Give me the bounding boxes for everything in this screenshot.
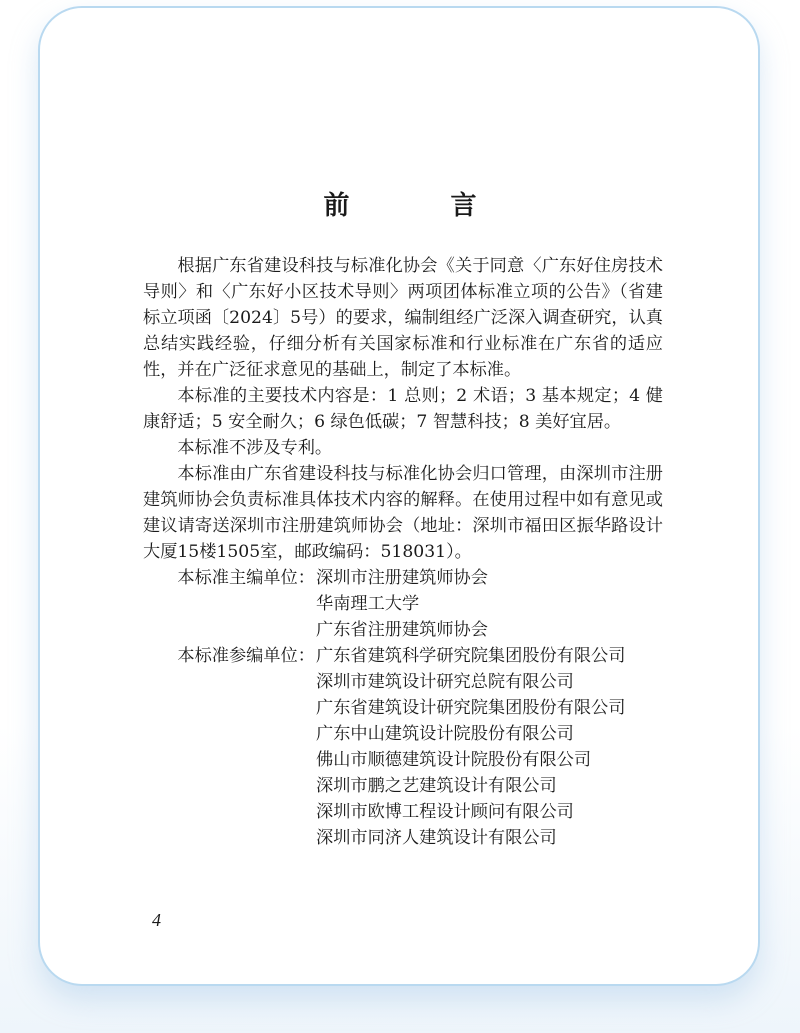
paragraph-contents: 本标准的主要技术内容是：1 总则；2 术语；3 基本规定；4 健康舒适；5 安全耐久；6 绿色低碳；7 智慧科技；8 美好宜居。 [143, 386, 663, 432]
paragraph-patent: 本标准不涉及专利。 [177, 438, 333, 458]
participating-units-list [316, 643, 625, 851]
chief-units [143, 565, 663, 643]
page-number: 4 [152, 910, 161, 930]
paragraph-basis: 根据广东省建设科技与标准化协会《关于同意〈广东好住房技术导则〉和〈广东好小区技术导则〉两项团体标准立项的公告》（省建标立项函〔2024〕5号）的要求，编制组经广泛深入调查研究，认真总结实践经验，仔细分析有关国家标准和行业标准在广东省的适应性，并在广泛征求意见的基础上，制定了本标准。 [143, 256, 663, 380]
participating-units [143, 643, 663, 851]
participating-unit-item: 广东省建筑科学研究院集团股份有限公司 [316, 646, 626, 666]
chief-unit-item: 广东省注册建筑师协会 [316, 620, 488, 640]
chief-unit-item: 深圳市注册建筑师协会 [316, 568, 488, 588]
participating-unit-item: 深圳市鹏之艺建筑设计有限公司 [316, 776, 557, 796]
participating-unit-item: 深圳市建筑设计研究总院有限公司 [316, 672, 574, 692]
participating-units-label: 本标准参编单位： [177, 646, 315, 666]
page-title: 前 言 [323, 191, 523, 221]
participating-unit-item: 深圳市同济人建筑设计有限公司 [316, 828, 557, 848]
chief-units-label: 本标准主编单位： [177, 568, 315, 588]
participating-unit-item: 深圳市欧博工程设计顾问有限公司 [316, 802, 574, 822]
participating-unit-item: 佛山市顺德建筑设计院股份有限公司 [316, 750, 592, 770]
chief-unit-item: 华南理工大学 [316, 594, 420, 614]
participating-unit-item: 广东省建筑设计研究院集团股份有限公司 [316, 698, 626, 718]
chief-units-list [316, 565, 488, 643]
paragraph-management: 本标准由广东省建设科技与标准化协会归口管理，由深圳市注册建筑师协会负责标准具体技术内容的解释。在使用过程中如有意见或建议请寄送深圳市注册建筑师协会（地址：深圳市福田区振华路设计大厦15楼1505室，邮政编码：518031）。 [143, 464, 663, 562]
preface-body [143, 253, 663, 851]
participating-unit-item: 广东中山建筑设计院股份有限公司 [316, 724, 574, 744]
